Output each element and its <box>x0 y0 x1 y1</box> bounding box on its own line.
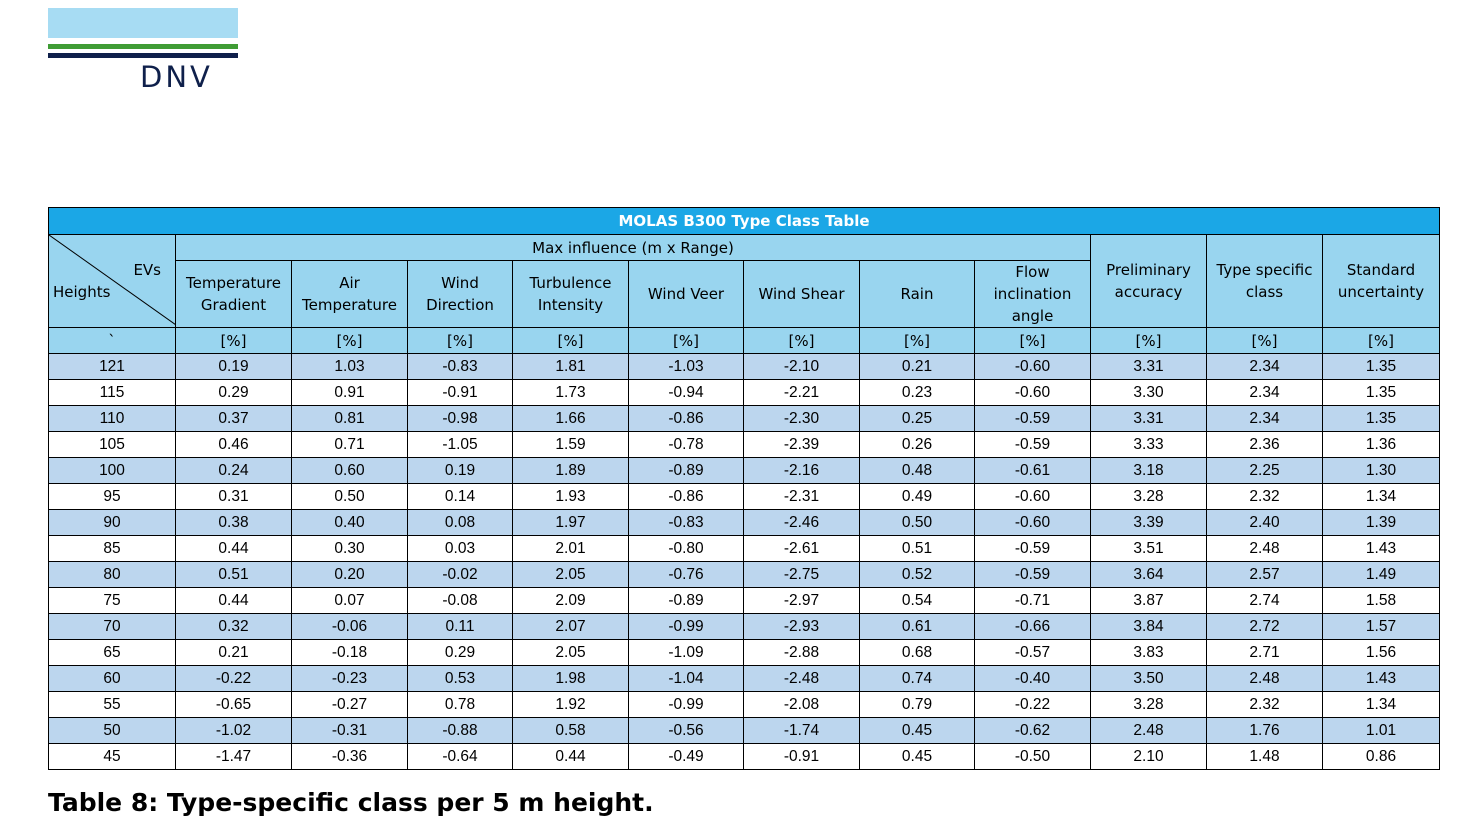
value-cell: 0.61 <box>860 614 975 640</box>
value-cell: 0.32 <box>176 614 292 640</box>
table-row <box>49 614 1440 640</box>
value-cell: 0.81 <box>292 406 408 432</box>
logo-green-line <box>48 44 238 49</box>
height-cell: 105 <box>49 432 176 458</box>
value-cell: -0.59 <box>975 562 1091 588</box>
unit-cell: [%] <box>629 328 744 354</box>
value-cell: -0.91 <box>408 380 513 406</box>
value-cell: 0.45 <box>860 718 975 744</box>
table-row <box>49 536 1440 562</box>
value-cell: 1.01 <box>1323 718 1440 744</box>
value-cell: 3.87 <box>1091 588 1207 614</box>
value-cell: 0.03 <box>408 536 513 562</box>
value-cell: -0.50 <box>975 744 1091 770</box>
value-cell: 3.84 <box>1091 614 1207 640</box>
value-cell: -1.74 <box>744 718 860 744</box>
col-header: Wind Direction <box>408 261 513 328</box>
value-cell: 2.71 <box>1207 640 1323 666</box>
value-cell: 0.91 <box>292 380 408 406</box>
value-cell: 0.50 <box>292 484 408 510</box>
value-cell: 1.93 <box>513 484 629 510</box>
value-cell: -0.99 <box>629 692 744 718</box>
unit-cell: [%] <box>513 328 629 354</box>
value-cell: -2.31 <box>744 484 860 510</box>
value-cell: 2.48 <box>1207 536 1323 562</box>
logo-light-band <box>48 8 238 38</box>
value-cell: -2.08 <box>744 692 860 718</box>
value-cell: 1.56 <box>1323 640 1440 666</box>
value-cell: -2.93 <box>744 614 860 640</box>
value-cell: 1.36 <box>1323 432 1440 458</box>
value-cell: -0.86 <box>629 484 744 510</box>
unit-cell: [%] <box>1207 328 1323 354</box>
value-cell: 0.14 <box>408 484 513 510</box>
value-cell: -0.59 <box>975 536 1091 562</box>
value-cell: 0.68 <box>860 640 975 666</box>
value-cell: -0.49 <box>629 744 744 770</box>
value-cell: 0.24 <box>176 458 292 484</box>
value-cell: 0.71 <box>292 432 408 458</box>
value-cell: -1.03 <box>629 354 744 380</box>
value-cell: -0.65 <box>176 692 292 718</box>
col-header: Flow inclination angle <box>975 261 1091 328</box>
table-row <box>49 354 1440 380</box>
value-cell: -2.10 <box>744 354 860 380</box>
value-cell: -2.46 <box>744 510 860 536</box>
value-cell: 2.05 <box>513 640 629 666</box>
value-cell: 0.74 <box>860 666 975 692</box>
unit-cell: [%] <box>860 328 975 354</box>
value-cell: -0.06 <box>292 614 408 640</box>
value-cell: -0.83 <box>408 354 513 380</box>
value-cell: 0.60 <box>292 458 408 484</box>
table-row <box>49 692 1440 718</box>
col-header: Wind Shear <box>744 261 860 328</box>
value-cell: -0.64 <box>408 744 513 770</box>
value-cell: 1.43 <box>1323 536 1440 562</box>
value-cell: -1.02 <box>176 718 292 744</box>
table-row <box>49 510 1440 536</box>
height-cell: 50 <box>49 718 176 744</box>
unit-cell: [%] <box>176 328 292 354</box>
value-cell: -0.31 <box>292 718 408 744</box>
value-cell: -0.27 <box>292 692 408 718</box>
value-cell: 2.09 <box>513 588 629 614</box>
value-cell: 1.35 <box>1323 354 1440 380</box>
value-cell: 2.01 <box>513 536 629 562</box>
value-cell: 0.29 <box>176 380 292 406</box>
value-cell: 0.38 <box>176 510 292 536</box>
value-cell: 0.19 <box>176 354 292 380</box>
value-cell: 3.33 <box>1091 432 1207 458</box>
value-cell: 0.79 <box>860 692 975 718</box>
value-cell: -1.47 <box>176 744 292 770</box>
value-cell: 0.37 <box>176 406 292 432</box>
value-cell: 1.57 <box>1323 614 1440 640</box>
value-cell: 0.20 <box>292 562 408 588</box>
unit-cell: [%] <box>975 328 1091 354</box>
value-cell: 1.89 <box>513 458 629 484</box>
logo-navy-line <box>48 53 238 58</box>
value-cell: -0.22 <box>176 666 292 692</box>
value-cell: 0.48 <box>860 458 975 484</box>
value-cell: 0.78 <box>408 692 513 718</box>
value-cell: 2.34 <box>1207 406 1323 432</box>
value-cell: -0.80 <box>629 536 744 562</box>
height-cell: 110 <box>49 406 176 432</box>
value-cell: 1.76 <box>1207 718 1323 744</box>
table-row <box>49 484 1440 510</box>
value-cell: 1.81 <box>513 354 629 380</box>
value-cell: -0.78 <box>629 432 744 458</box>
table-caption: Table 8: Type-specific class per 5 m height. <box>48 788 654 817</box>
value-cell: 0.58 <box>513 718 629 744</box>
value-cell: 0.31 <box>176 484 292 510</box>
table-row <box>49 744 1440 770</box>
col-header: Rain <box>860 261 975 328</box>
value-cell: 0.19 <box>408 458 513 484</box>
value-cell: -2.88 <box>744 640 860 666</box>
value-cell: -0.86 <box>629 406 744 432</box>
value-cell: -0.02 <box>408 562 513 588</box>
value-cell: 2.25 <box>1207 458 1323 484</box>
logo-wordmark: DNV <box>140 60 213 94</box>
value-cell: 1.35 <box>1323 380 1440 406</box>
type-class-table <box>48 207 1440 770</box>
value-cell: 1.98 <box>513 666 629 692</box>
unit-row <box>49 328 1440 354</box>
value-cell: 3.51 <box>1091 536 1207 562</box>
col-header: Temperature Gradient <box>176 261 292 328</box>
unit-cell: [%] <box>1091 328 1207 354</box>
value-cell: -2.39 <box>744 432 860 458</box>
value-cell: 0.51 <box>860 536 975 562</box>
value-cell: 0.30 <box>292 536 408 562</box>
value-cell: -0.76 <box>629 562 744 588</box>
value-cell: -2.75 <box>744 562 860 588</box>
value-cell: 0.50 <box>860 510 975 536</box>
value-cell: 2.72 <box>1207 614 1323 640</box>
value-cell: 0.45 <box>860 744 975 770</box>
value-cell: -2.48 <box>744 666 860 692</box>
value-cell: -0.89 <box>629 458 744 484</box>
value-cell: 3.18 <box>1091 458 1207 484</box>
height-cell: 80 <box>49 562 176 588</box>
col-header: Type specific class <box>1207 235 1323 328</box>
value-cell: 1.59 <box>513 432 629 458</box>
group-header-max-influence: Max influence (m x Range) <box>176 235 1091 261</box>
col-header: Turbulence Intensity <box>513 261 629 328</box>
value-cell: -0.62 <box>975 718 1091 744</box>
value-cell: 1.48 <box>1207 744 1323 770</box>
value-cell: 2.34 <box>1207 380 1323 406</box>
height-cell: 75 <box>49 588 176 614</box>
value-cell: 1.92 <box>513 692 629 718</box>
value-cell: -0.22 <box>975 692 1091 718</box>
height-cell: 100 <box>49 458 176 484</box>
value-cell: 2.36 <box>1207 432 1323 458</box>
value-cell: 1.03 <box>292 354 408 380</box>
height-cell: 45 <box>49 744 176 770</box>
value-cell: 0.07 <box>292 588 408 614</box>
value-cell: 2.05 <box>513 562 629 588</box>
value-cell: -1.05 <box>408 432 513 458</box>
value-cell: -0.23 <box>292 666 408 692</box>
value-cell: 3.39 <box>1091 510 1207 536</box>
table-row <box>49 640 1440 666</box>
value-cell: 1.66 <box>513 406 629 432</box>
value-cell: 3.30 <box>1091 380 1207 406</box>
col-header: Preliminary accuracy <box>1091 235 1207 328</box>
value-cell: -0.59 <box>975 406 1091 432</box>
value-cell: -0.89 <box>629 588 744 614</box>
corner-header <box>49 235 176 328</box>
value-cell: 0.86 <box>1323 744 1440 770</box>
value-cell: 0.54 <box>860 588 975 614</box>
table-row <box>49 458 1440 484</box>
value-cell: -1.09 <box>629 640 744 666</box>
value-cell: 0.40 <box>292 510 408 536</box>
dnv-logo <box>48 8 238 92</box>
value-cell: 2.32 <box>1207 484 1323 510</box>
value-cell: -0.60 <box>975 510 1091 536</box>
table-row <box>49 718 1440 744</box>
value-cell: -0.60 <box>975 484 1091 510</box>
value-cell: 0.49 <box>860 484 975 510</box>
value-cell: 1.39 <box>1323 510 1440 536</box>
col-header: Air Temperature <box>292 261 408 328</box>
value-cell: -2.21 <box>744 380 860 406</box>
unit-cell: [%] <box>1323 328 1440 354</box>
value-cell: 0.52 <box>860 562 975 588</box>
table-row <box>49 588 1440 614</box>
height-cell: 90 <box>49 510 176 536</box>
value-cell: 2.40 <box>1207 510 1323 536</box>
height-cell: 60 <box>49 666 176 692</box>
value-cell: -0.08 <box>408 588 513 614</box>
value-cell: 1.73 <box>513 380 629 406</box>
value-cell: 0.26 <box>860 432 975 458</box>
value-cell: -0.98 <box>408 406 513 432</box>
value-cell: 0.53 <box>408 666 513 692</box>
value-cell: 0.46 <box>176 432 292 458</box>
value-cell: 3.83 <box>1091 640 1207 666</box>
value-cell: -0.99 <box>629 614 744 640</box>
height-cell: 55 <box>49 692 176 718</box>
value-cell: -0.56 <box>629 718 744 744</box>
table-row <box>49 380 1440 406</box>
value-cell: 2.74 <box>1207 588 1323 614</box>
unit-cell: [%] <box>292 328 408 354</box>
value-cell: 1.34 <box>1323 484 1440 510</box>
value-cell: 3.64 <box>1091 562 1207 588</box>
col-header: Standard uncertainty <box>1323 235 1440 328</box>
value-cell: 2.48 <box>1091 718 1207 744</box>
value-cell: 0.11 <box>408 614 513 640</box>
table-row <box>49 666 1440 692</box>
value-cell: -1.04 <box>629 666 744 692</box>
value-cell: -2.16 <box>744 458 860 484</box>
value-cell: -0.59 <box>975 432 1091 458</box>
height-cell: 70 <box>49 614 176 640</box>
height-cell: 95 <box>49 484 176 510</box>
value-cell: 2.57 <box>1207 562 1323 588</box>
value-cell: -0.88 <box>408 718 513 744</box>
value-cell: -0.91 <box>744 744 860 770</box>
value-cell: -0.36 <box>292 744 408 770</box>
value-cell: 1.49 <box>1323 562 1440 588</box>
value-cell: 3.31 <box>1091 406 1207 432</box>
value-cell: 3.28 <box>1091 484 1207 510</box>
unit-row-first: ` <box>49 328 176 354</box>
value-cell: -0.66 <box>975 614 1091 640</box>
value-cell: -0.57 <box>975 640 1091 666</box>
value-cell: 1.97 <box>513 510 629 536</box>
value-cell: 1.34 <box>1323 692 1440 718</box>
value-cell: 3.31 <box>1091 354 1207 380</box>
value-cell: 3.28 <box>1091 692 1207 718</box>
col-header: Wind Veer <box>629 261 744 328</box>
value-cell: 0.25 <box>860 406 975 432</box>
value-cell: -2.97 <box>744 588 860 614</box>
value-cell: -0.61 <box>975 458 1091 484</box>
height-cell: 65 <box>49 640 176 666</box>
value-cell: 0.44 <box>513 744 629 770</box>
value-cell: 0.21 <box>176 640 292 666</box>
value-cell: 2.07 <box>513 614 629 640</box>
value-cell: -0.18 <box>292 640 408 666</box>
value-cell: 0.44 <box>176 588 292 614</box>
value-cell: 2.48 <box>1207 666 1323 692</box>
height-cell: 85 <box>49 536 176 562</box>
height-cell: 121 <box>49 354 176 380</box>
height-cell: 115 <box>49 380 176 406</box>
value-cell: 2.10 <box>1091 744 1207 770</box>
value-cell: 1.30 <box>1323 458 1440 484</box>
value-cell: -0.40 <box>975 666 1091 692</box>
table-title: MOLAS B300 Type Class Table <box>49 208 1440 235</box>
value-cell: -0.60 <box>975 380 1091 406</box>
value-cell: -0.94 <box>629 380 744 406</box>
value-cell: 0.29 <box>408 640 513 666</box>
value-cell: 0.51 <box>176 562 292 588</box>
value-cell: -0.60 <box>975 354 1091 380</box>
value-cell: 0.23 <box>860 380 975 406</box>
value-cell: -0.83 <box>629 510 744 536</box>
value-cell: -0.71 <box>975 588 1091 614</box>
unit-cell: [%] <box>744 328 860 354</box>
table-body <box>49 354 1440 770</box>
value-cell: 1.43 <box>1323 666 1440 692</box>
value-cell: -2.61 <box>744 536 860 562</box>
corner-evs-label: EVs <box>133 261 161 279</box>
table-row <box>49 432 1440 458</box>
value-cell: 0.21 <box>860 354 975 380</box>
value-cell: 1.58 <box>1323 588 1440 614</box>
value-cell: 0.08 <box>408 510 513 536</box>
value-cell: 2.32 <box>1207 692 1323 718</box>
value-cell: 0.44 <box>176 536 292 562</box>
value-cell: -2.30 <box>744 406 860 432</box>
value-cell: 1.35 <box>1323 406 1440 432</box>
value-cell: 2.34 <box>1207 354 1323 380</box>
table-row <box>49 406 1440 432</box>
corner-heights-label: Heights <box>53 283 111 301</box>
unit-cell: [%] <box>408 328 513 354</box>
value-cell: 3.50 <box>1091 666 1207 692</box>
table-row <box>49 562 1440 588</box>
